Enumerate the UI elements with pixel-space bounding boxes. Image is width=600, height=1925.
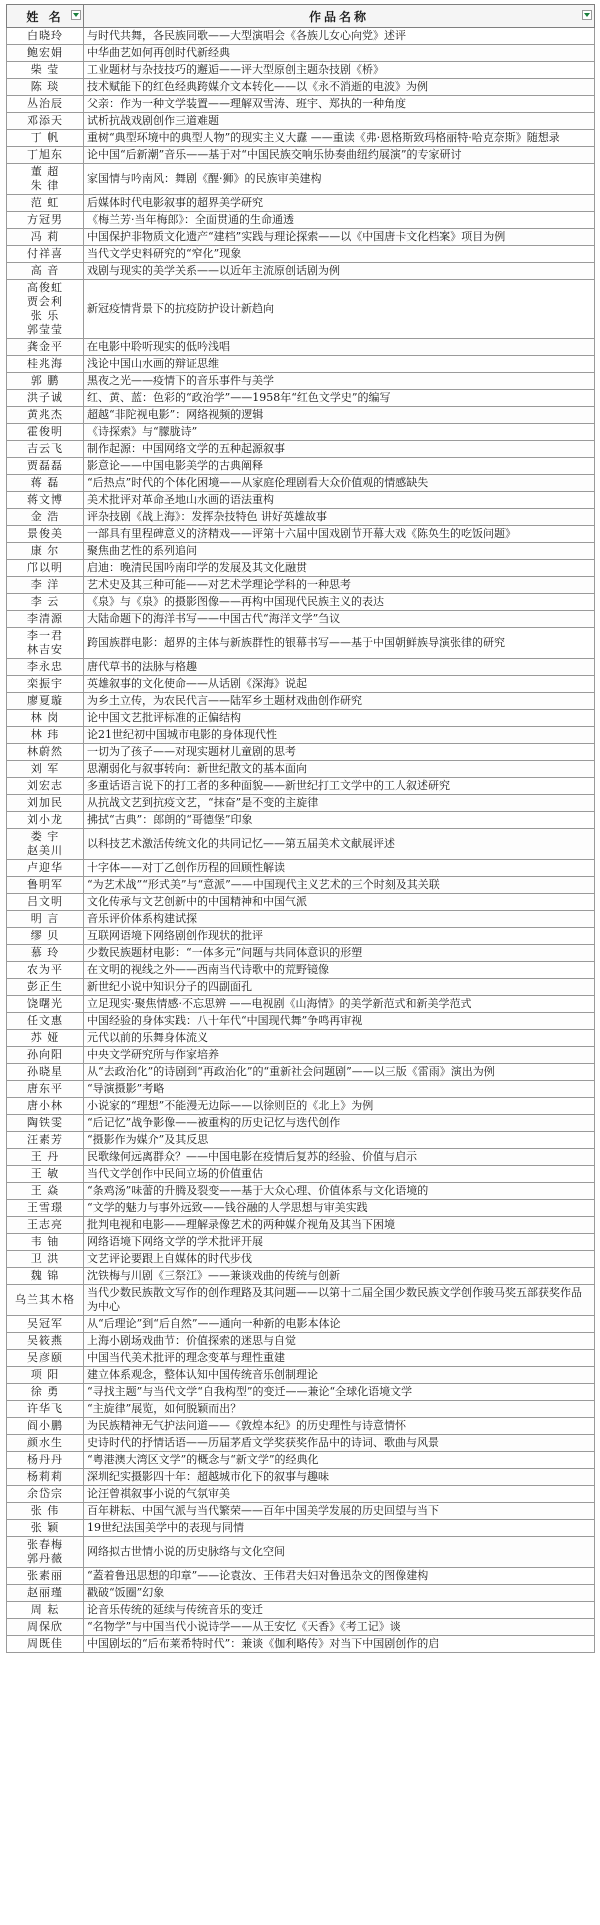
filter-dropdown-icon[interactable] <box>71 10 81 20</box>
table-row <box>7 894 595 911</box>
work-title-cell[interactable]: “摄影作为媒介”及其反思 <box>84 1132 595 1149</box>
author-name-cell[interactable]: 孙向阳 <box>7 1047 84 1064</box>
author-name-cell[interactable]: 张 颖 <box>7 1520 84 1537</box>
author-name-cell[interactable]: 康 尔 <box>7 543 84 560</box>
author-name-cell[interactable]: 林 岗 <box>7 710 84 727</box>
table-row <box>7 1333 595 1350</box>
table-row <box>7 628 595 659</box>
table-row <box>7 1268 595 1285</box>
author-name-cell[interactable]: 吴冠军 <box>7 1316 84 1333</box>
work-title-cell[interactable]: 聚焦曲艺性的系列追问 <box>84 543 595 560</box>
table-row <box>7 1486 595 1503</box>
table-row <box>7 263 595 280</box>
author-name-cell[interactable]: 付祥喜 <box>7 246 84 263</box>
author-name-cell[interactable]: 桂兆海 <box>7 356 84 373</box>
author-name-cell[interactable]: 乌兰其木格 <box>7 1285 84 1316</box>
table-row <box>7 356 595 373</box>
author-name-cell[interactable]: 阎小鹏 <box>7 1418 84 1435</box>
author-name-cell[interactable]: 刘加民 <box>7 795 84 812</box>
table-row <box>7 1166 595 1183</box>
work-title-cell[interactable]: 多重话语言说下的打工者的多种面貌——新世纪打工文学中的工人叙述研究 <box>84 778 595 795</box>
author-name-cell[interactable]: 郭 鹏 <box>7 373 84 390</box>
author-name-cell[interactable]: 刘小龙 <box>7 812 84 829</box>
author-name-cell[interactable]: 范 虹 <box>7 195 84 212</box>
author-name-cell[interactable]: 缪 贝 <box>7 928 84 945</box>
author-name-cell[interactable]: 张春梅 郭丹薇 <box>7 1537 84 1568</box>
work-title-cell[interactable]: 文化传承与文艺创新中的中国精神和中国气派 <box>84 894 595 911</box>
work-title-cell[interactable]: 戏剧与现实的美学关系——以近年主流原创话剧为例 <box>84 263 595 280</box>
work-title-cell[interactable]: “文学的魅力与事外远致——钱谷融的人学思想与审美实践 <box>84 1200 595 1217</box>
author-name-cell[interactable]: 邝以明 <box>7 560 84 577</box>
table-row <box>7 1285 595 1316</box>
author-name-cell[interactable]: 卢迎华 <box>7 860 84 877</box>
table-row <box>7 693 595 710</box>
work-title-cell[interactable]: 沈铁梅与川剧《三祭江》——兼谈戏曲的传统与创新 <box>84 1268 595 1285</box>
table-row <box>7 113 595 130</box>
table-row <box>7 147 595 164</box>
table-row <box>7 1132 595 1149</box>
author-name-cell[interactable]: 陶铁雯 <box>7 1115 84 1132</box>
work-title-cell[interactable]: “蓋着鲁迅思想的印章”——论袁汝、王伟君夫妇对鲁迅杂文的图像建构 <box>84 1568 595 1585</box>
author-name-cell[interactable]: 王雪璟 <box>7 1200 84 1217</box>
table-row <box>7 1602 595 1619</box>
work-title-cell[interactable]: 文艺评论要跟上自媒体的时代步伐 <box>84 1251 595 1268</box>
table-row <box>7 877 595 894</box>
author-name-cell[interactable]: 白晓玲 <box>7 28 84 45</box>
table-row <box>7 509 595 526</box>
table-row <box>7 62 595 79</box>
table-row <box>7 1568 595 1585</box>
work-title-cell[interactable]: 技术赋能下的红色经典跨媒介文本转化——以《永不消逝的电波》为例 <box>84 79 595 96</box>
table-row <box>7 229 595 246</box>
table-row <box>7 1234 595 1251</box>
table-row <box>7 1316 595 1333</box>
table-row <box>7 1013 595 1030</box>
work-title-cell[interactable]: 工业题材与杂技技巧的邂逅——评大型原创主题杂技剧《桥》 <box>84 62 595 79</box>
author-name-cell[interactable]: 龚金平 <box>7 339 84 356</box>
table-row <box>7 45 595 62</box>
table-row <box>7 945 595 962</box>
author-name-cell[interactable]: 吴彦颐 <box>7 1350 84 1367</box>
author-name-cell[interactable]: 陈 琰 <box>7 79 84 96</box>
table-row <box>7 441 595 458</box>
work-title-cell[interactable]: 从“去政治化”的诗剧到“再政治化”的“重新社会问题剧”——以三版《雷雨》演出为例 <box>84 1064 595 1081</box>
table-row <box>7 1350 595 1367</box>
work-title-cell[interactable]: 当代文学创作中民间立场的价值重估 <box>84 1166 595 1183</box>
author-name-cell[interactable]: 柴 莹 <box>7 62 84 79</box>
table-row <box>7 28 595 45</box>
work-title-cell[interactable]: 新世纪小说中知识分子的四副面孔 <box>84 979 595 996</box>
table-row <box>7 727 595 744</box>
author-name-cell[interactable]: 余岱宗 <box>7 1486 84 1503</box>
table-row <box>7 458 595 475</box>
author-name-cell[interactable]: 孙晓星 <box>7 1064 84 1081</box>
author-name-cell[interactable]: 鲍宏娟 <box>7 45 84 62</box>
author-name-cell[interactable]: 林蔚然 <box>7 744 84 761</box>
table-row <box>7 1115 595 1132</box>
table-row <box>7 1200 595 1217</box>
table-row <box>7 744 595 761</box>
work-title-cell[interactable]: 论21世纪初中国城市电影的身体现代性 <box>84 727 595 744</box>
author-name-cell[interactable]: 鲁明军 <box>7 877 84 894</box>
work-title-cell[interactable]: 美术批评对革命圣地山水画的语法重构 <box>84 492 595 509</box>
table-row <box>7 1064 595 1081</box>
work-title-cell[interactable]: 网络拟古世情小说的历史脉络与文化空间 <box>84 1537 595 1568</box>
author-name-cell[interactable]: 李一君 林吉安 <box>7 628 84 659</box>
author-name-cell[interactable]: 冯 莉 <box>7 229 84 246</box>
award-table <box>6 4 595 1653</box>
work-title-cell[interactable]: 超越“非陀视电影”：网络视频的逻辑 <box>84 407 595 424</box>
work-title-cell[interactable]: 音乐评价体系构建试探 <box>84 911 595 928</box>
work-title-cell[interactable]: 影意论——中国电影美学的古典阐释 <box>84 458 595 475</box>
table-row <box>7 373 595 390</box>
work-title-cell[interactable]: 在电影中聆听现实的低吟浅唱 <box>84 339 595 356</box>
table-row <box>7 979 595 996</box>
table-row <box>7 1520 595 1537</box>
spreadsheet <box>6 4 594 1653</box>
author-name-cell[interactable]: 李清源 <box>7 611 84 628</box>
table-body <box>7 28 595 1653</box>
table-row <box>7 829 595 860</box>
work-title-cell[interactable]: 新冠疫情背景下的抗疫防护设计新趋向 <box>84 280 595 339</box>
table-row <box>7 659 595 676</box>
work-title-cell[interactable]: 史诗时代的抒情话语——历届茅盾文学奖获奖作品中的诗词、歌曲与风景 <box>84 1435 595 1452</box>
author-name-cell[interactable]: 蒋 磊 <box>7 475 84 492</box>
table-row <box>7 79 595 96</box>
author-name-cell[interactable]: 贾磊磊 <box>7 458 84 475</box>
work-title-cell[interactable]: 中央文学研究所与作家培养 <box>84 1047 595 1064</box>
work-title-cell[interactable]: 十字体——对丁乙创作历程的回顾性解读 <box>84 860 595 877</box>
work-title-cell[interactable]: 以科技艺术激活传统文化的共同记忆——第五届美术文献展评述 <box>84 829 595 860</box>
table-row <box>7 911 595 928</box>
author-name-cell[interactable]: 杨莉莉 <box>7 1469 84 1486</box>
work-title-cell[interactable]: 民歌缘何远离群众？——中国电影在疫情后复苏的经验、价值与启示 <box>84 1149 595 1166</box>
table-row <box>7 560 595 577</box>
author-name-cell[interactable]: 项 阳 <box>7 1367 84 1384</box>
author-name-cell[interactable]: 李 洋 <box>7 577 84 594</box>
work-title-cell[interactable]: 论中国“后新潮”音乐——基于对“中国民族交响乐协奏曲纽约展演”的专家研讨 <box>84 147 595 164</box>
work-title-cell[interactable]: 深圳纪实摄影四十年：超越城市化下的叙事与趣味 <box>84 1469 595 1486</box>
work-title-cell[interactable]: 大陆命题下的海洋书写——中国古代“海洋文学”刍议 <box>84 611 595 628</box>
author-name-cell[interactable]: 颜水生 <box>7 1435 84 1452</box>
work-title-cell[interactable]: 一切为了孩子——对现实题材儿童剧的思考 <box>84 744 595 761</box>
work-title-cell[interactable]: 跨国族群电影：超界的主体与新族群性的银幕书写——基于中国朝鲜族导演张律的研究 <box>84 628 595 659</box>
author-name-cell[interactable]: 娄 宇 赵美川 <box>7 829 84 860</box>
table-row <box>7 812 595 829</box>
work-title-cell[interactable]: 浅论中国山水画的辩证思维 <box>84 356 595 373</box>
work-title-cell[interactable]: “主旋律”展览，如何脱颖而出？ <box>84 1401 595 1418</box>
author-name-cell[interactable]: 金 浩 <box>7 509 84 526</box>
work-title-cell[interactable]: 当代少数民族散文写作的创作理路及其问题——以第十二届全国少数民族文学创作骏马奖五部获奖作品为中心 <box>84 1285 595 1316</box>
author-name-cell[interactable]: 周既佳 <box>7 1636 84 1653</box>
author-name-cell[interactable]: 吕文明 <box>7 894 84 911</box>
work-title-cell[interactable]: “导演摄影”考略 <box>84 1081 595 1098</box>
work-title-cell[interactable]: “后热点”时代的个体化困境——从家庭伦理剧看大众价值观的情感缺失 <box>84 475 595 492</box>
table-row <box>7 492 595 509</box>
table-row <box>7 1217 595 1234</box>
work-title-cell[interactable]: 红、黄、蓝：色彩的“政治学”——1958年“红色文学史”的编写 <box>84 390 595 407</box>
table-row <box>7 246 595 263</box>
filter-dropdown-icon[interactable] <box>582 10 592 20</box>
table-row <box>7 928 595 945</box>
work-title-cell[interactable]: 《诗探索》与“朦胧诗” <box>84 424 595 441</box>
table-row <box>7 212 595 229</box>
work-title-cell[interactable]: 艺术史及其三种可能——对艺术学理论学科的一种思考 <box>84 577 595 594</box>
author-name-cell[interactable]: 卫 洪 <box>7 1251 84 1268</box>
work-title-cell[interactable]: 一部具有里程碑意义的济精戏——评第十六届中国戏剧节开幕大戏《陈奂生的吃饭问题》 <box>84 526 595 543</box>
table-row <box>7 1098 595 1115</box>
table-row <box>7 1503 595 1520</box>
work-title-cell[interactable]: 互联网语境下网络剧创作现状的批评 <box>84 928 595 945</box>
table-row <box>7 195 595 212</box>
work-title-cell[interactable]: 《梅兰芳·当年梅郎》：全面贯通的生命通透 <box>84 212 595 229</box>
work-title-cell[interactable]: 论中国文艺批评标准的正偏结构 <box>84 710 595 727</box>
author-name-cell[interactable]: 王 焱 <box>7 1183 84 1200</box>
work-title-cell[interactable]: 拂拭“古典”：郎朗的“哥德堡”印象 <box>84 812 595 829</box>
table-row <box>7 962 595 979</box>
author-name-cell[interactable]: 王志亮 <box>7 1217 84 1234</box>
table-row <box>7 1251 595 1268</box>
table-row <box>7 1183 595 1200</box>
author-name-cell[interactable]: 廖夏璇 <box>7 693 84 710</box>
work-title-cell[interactable]: 试析抗战戏剧创作三道难题 <box>84 113 595 130</box>
work-title-cell[interactable]: 启迪：晚清民国吟南印学的发展及其文化融贯 <box>84 560 595 577</box>
author-name-cell[interactable]: 林 玮 <box>7 727 84 744</box>
work-title-cell[interactable]: 英雄叙事的文化使命——从话剧《深海》说起 <box>84 676 595 693</box>
work-title-cell[interactable]: 思潮弱化与叙事转向：新世纪散文的基本面向 <box>84 761 595 778</box>
table-row <box>7 1047 595 1064</box>
author-name-cell[interactable]: 王 敏 <box>7 1166 84 1183</box>
table-row <box>7 280 595 339</box>
table-row <box>7 594 595 611</box>
work-title-cell[interactable]: 戳破“饭圈”幻象 <box>84 1585 595 1602</box>
work-title-cell[interactable]: 家国情与吟南风：舞剧《醒·狮》的民族审美建构 <box>84 164 595 195</box>
author-name-cell[interactable]: 唐小林 <box>7 1098 84 1115</box>
header-work-cell[interactable] <box>84 5 595 28</box>
author-name-cell[interactable]: 刘宏志 <box>7 778 84 795</box>
author-name-cell[interactable]: 吉云飞 <box>7 441 84 458</box>
author-name-cell[interactable]: 洪子诚 <box>7 390 84 407</box>
table-row <box>7 526 595 543</box>
author-name-cell[interactable]: 丁旭东 <box>7 147 84 164</box>
author-name-cell[interactable]: 农为平 <box>7 962 84 979</box>
author-name-cell[interactable]: 唐东平 <box>7 1081 84 1098</box>
table-row <box>7 475 595 492</box>
author-name-cell[interactable]: 韦 铀 <box>7 1234 84 1251</box>
work-title-cell[interactable]: 论音乐传统的延续与传统音乐的变迁 <box>84 1602 595 1619</box>
author-name-cell[interactable]: 任文惠 <box>7 1013 84 1030</box>
author-name-cell[interactable]: 方冠男 <box>7 212 84 229</box>
author-name-cell[interactable]: 明 言 <box>7 911 84 928</box>
work-title-cell[interactable]: 唐代草书的法脉与格趣 <box>84 659 595 676</box>
author-name-cell[interactable]: 李永忠 <box>7 659 84 676</box>
table-row <box>7 543 595 560</box>
table-row <box>7 1384 595 1401</box>
author-name-cell[interactable]: 彭正生 <box>7 979 84 996</box>
work-title-cell[interactable]: “寻找主题”与当代文学“自我构型”的变迁——兼论“全球化语境文学 <box>84 1384 595 1401</box>
table-row <box>7 1537 595 1568</box>
table-row <box>7 1418 595 1435</box>
table-row <box>7 860 595 877</box>
work-title-cell[interactable]: 为民族精神无气护法问道——《敦煌本纪》的历史理性与诗意情怀 <box>84 1418 595 1435</box>
table-row <box>7 1452 595 1469</box>
work-title-cell[interactable]: 评杂技剧《战上海》：发挥杂技特色 讲好英雄故事 <box>84 509 595 526</box>
author-name-cell[interactable]: 丛治辰 <box>7 96 84 113</box>
work-title-cell[interactable]: 中国保护非物质文化遗产“建档”实践与理论探索——以《中国唐卡文化档案》项目为例 <box>84 229 595 246</box>
table-row <box>7 96 595 113</box>
work-title-cell[interactable]: 中华曲艺如何再创时代新经典 <box>84 45 595 62</box>
author-name-cell[interactable]: 刘 军 <box>7 761 84 778</box>
work-title-cell[interactable]: 小说家的“理想”不能漫无边际——以徐则臣的《北上》为例 <box>84 1098 595 1115</box>
work-title-cell[interactable]: “粤港澳大湾区文学”的概念与“新文学”的经典化 <box>84 1452 595 1469</box>
work-title-cell[interactable]: 制作起源：中国网络文学的五种起源叙事 <box>84 441 595 458</box>
work-title-cell[interactable]: “为艺术战”“形式美”与“意派”——中国现代主义艺术的三个时刻及其关联 <box>84 877 595 894</box>
table-row <box>7 1435 595 1452</box>
table-row <box>7 1030 595 1047</box>
table-row <box>7 1149 595 1166</box>
table-row <box>7 676 595 693</box>
author-name-cell[interactable]: 董 超 朱 律 <box>7 164 84 195</box>
header-name-label: 姓 名 <box>26 9 64 24</box>
work-title-cell[interactable]: “名物学”与中国当代小说诗学——从王安忆《天香》《考工记》谈 <box>84 1619 595 1636</box>
work-title-cell[interactable]: 后媒体时代电影叙事的超界美学研究 <box>84 195 595 212</box>
author-name-cell[interactable]: 吴筱燕 <box>7 1333 84 1350</box>
work-title-cell[interactable]: 为乡土立传，为农民代言——陆军乡土题材戏曲创作研究 <box>84 693 595 710</box>
table-row <box>7 339 595 356</box>
table-row <box>7 424 595 441</box>
table-row <box>7 1585 595 1602</box>
work-title-cell[interactable]: 从“后理论”到“后自然”——通向一种新的电影本体论 <box>84 1316 595 1333</box>
author-name-cell[interactable]: 汪素芳 <box>7 1132 84 1149</box>
author-name-cell[interactable]: 栾振宇 <box>7 676 84 693</box>
table-row <box>7 1081 595 1098</box>
header-work-label: 作品名称 <box>308 9 369 24</box>
work-title-cell[interactable]: 黑夜之光——疫情下的音乐事件与美学 <box>84 373 595 390</box>
work-title-cell[interactable]: 在文明的视线之外——西南当代诗歌中的荒野镜像 <box>84 962 595 979</box>
table-row <box>7 1619 595 1636</box>
work-title-cell[interactable]: 《泉》与《泉》的摄影图像——再构中国现代民族主义的表达 <box>84 594 595 611</box>
author-name-cell[interactable]: 高 音 <box>7 263 84 280</box>
author-name-cell[interactable]: 李 云 <box>7 594 84 611</box>
work-title-cell[interactable]: 中国当代美术批评的理念变革与理性重建 <box>84 1350 595 1367</box>
table-row <box>7 130 595 147</box>
table-row <box>7 996 595 1013</box>
work-title-cell[interactable]: 从抗战文艺到抗疫文艺，“抹奋”是不变的主旋律 <box>84 795 595 812</box>
author-name-cell[interactable]: 张 伟 <box>7 1503 84 1520</box>
work-title-cell[interactable]: 元代以前的乐舞身体流义 <box>84 1030 595 1047</box>
work-title-cell[interactable]: 立足现实·聚焦情感·不忘思辨 ——电视剧《山海情》的美学新范式和新美学范式 <box>84 996 595 1013</box>
work-title-cell[interactable]: 父亲：作为一种文学装置——理解双雪涛、班宇、郑执的一种角度 <box>84 96 595 113</box>
work-title-cell[interactable]: 19世纪法国美学中的表现与同情 <box>84 1520 595 1537</box>
author-name-cell[interactable]: 蒋文博 <box>7 492 84 509</box>
author-name-cell[interactable]: 霍俊明 <box>7 424 84 441</box>
author-name-cell[interactable]: 杨丹丹 <box>7 1452 84 1469</box>
table-row <box>7 390 595 407</box>
work-title-cell[interactable]: “条鸡汤”味蕾的升腾及裂变——基于大众心理、价值体系与文化语境的 <box>84 1183 595 1200</box>
author-name-cell[interactable]: 苏 娅 <box>7 1030 84 1047</box>
author-name-cell[interactable]: 许华飞 <box>7 1401 84 1418</box>
work-title-cell[interactable]: 当代文学史料研究的“窄化”现象 <box>84 246 595 263</box>
table-row <box>7 577 595 594</box>
table-row <box>7 795 595 812</box>
table-row <box>7 1367 595 1384</box>
work-title-cell[interactable]: 百年耕耘、中国气派与当代繁荣——百年中国美学发展的历史回望与当下 <box>84 1503 595 1520</box>
author-name-cell[interactable]: 徐 勇 <box>7 1384 84 1401</box>
author-name-cell[interactable]: 黄兆杰 <box>7 407 84 424</box>
author-name-cell[interactable]: 慕 玲 <box>7 945 84 962</box>
author-name-cell[interactable]: 丁 帆 <box>7 130 84 147</box>
work-title-cell[interactable]: 建立体系观念，整体认知中国传统音乐创制理论 <box>84 1367 595 1384</box>
work-title-cell[interactable]: 与时代共舞，各民族同歌——大型演唱会《各族儿女心向党》述评 <box>84 28 595 45</box>
author-name-cell[interactable]: 魏 锦 <box>7 1268 84 1285</box>
table-row <box>7 1401 595 1418</box>
table-row <box>7 611 595 628</box>
header-row <box>7 5 595 28</box>
author-name-cell[interactable]: 饶曙光 <box>7 996 84 1013</box>
table-row <box>7 407 595 424</box>
author-name-cell[interactable]: 赵丽瑾 <box>7 1585 84 1602</box>
author-name-cell[interactable]: 周 耘 <box>7 1602 84 1619</box>
work-title-cell[interactable]: “后记忆”战争影像——被重构的历史记忆与迭代创作 <box>84 1115 595 1132</box>
work-title-cell[interactable]: 批判电视和电影——理解录像艺术的两种媒介视角及其当下困境 <box>84 1217 595 1234</box>
table-row <box>7 1469 595 1486</box>
work-title-cell[interactable]: 论汪曾祺叙事小说的气氛审美 <box>84 1486 595 1503</box>
work-title-cell[interactable]: 中国经验的身体实践：八十年代“中国现代舞”争鸣再审视 <box>84 1013 595 1030</box>
work-title-cell[interactable]: 少数民族题材电影：“一体多元”问题与共同体意识的形塑 <box>84 945 595 962</box>
header-name-cell[interactable] <box>7 5 84 28</box>
author-name-cell[interactable]: 王 丹 <box>7 1149 84 1166</box>
author-name-cell[interactable]: 张素丽 <box>7 1568 84 1585</box>
work-title-cell[interactable]: 网络语境下网络文学的学术批评开展 <box>84 1234 595 1251</box>
table-row <box>7 164 595 195</box>
work-title-cell[interactable]: 中国剧坛的“后布莱希特时代”：兼谈《伽利略传》对当下中国剧创作的启 <box>84 1636 595 1653</box>
work-title-cell[interactable]: 上海小剧场戏曲节：价值探索的迷思与自觉 <box>84 1333 595 1350</box>
author-name-cell[interactable]: 高俊虹 贾会利 张 乐 郭莹莹 <box>7 280 84 339</box>
author-name-cell[interactable]: 周保欣 <box>7 1619 84 1636</box>
author-name-cell[interactable]: 邓添天 <box>7 113 84 130</box>
work-title-cell[interactable]: 重树“典型环境中的典型人物”的现实主义大纛 ——重读《弗·恩格斯致玛格丽特·哈克奈斯》随想录 <box>84 130 595 147</box>
table-row <box>7 778 595 795</box>
table-row <box>7 1636 595 1653</box>
table-row <box>7 710 595 727</box>
table-row <box>7 761 595 778</box>
author-name-cell[interactable]: 景俊美 <box>7 526 84 543</box>
